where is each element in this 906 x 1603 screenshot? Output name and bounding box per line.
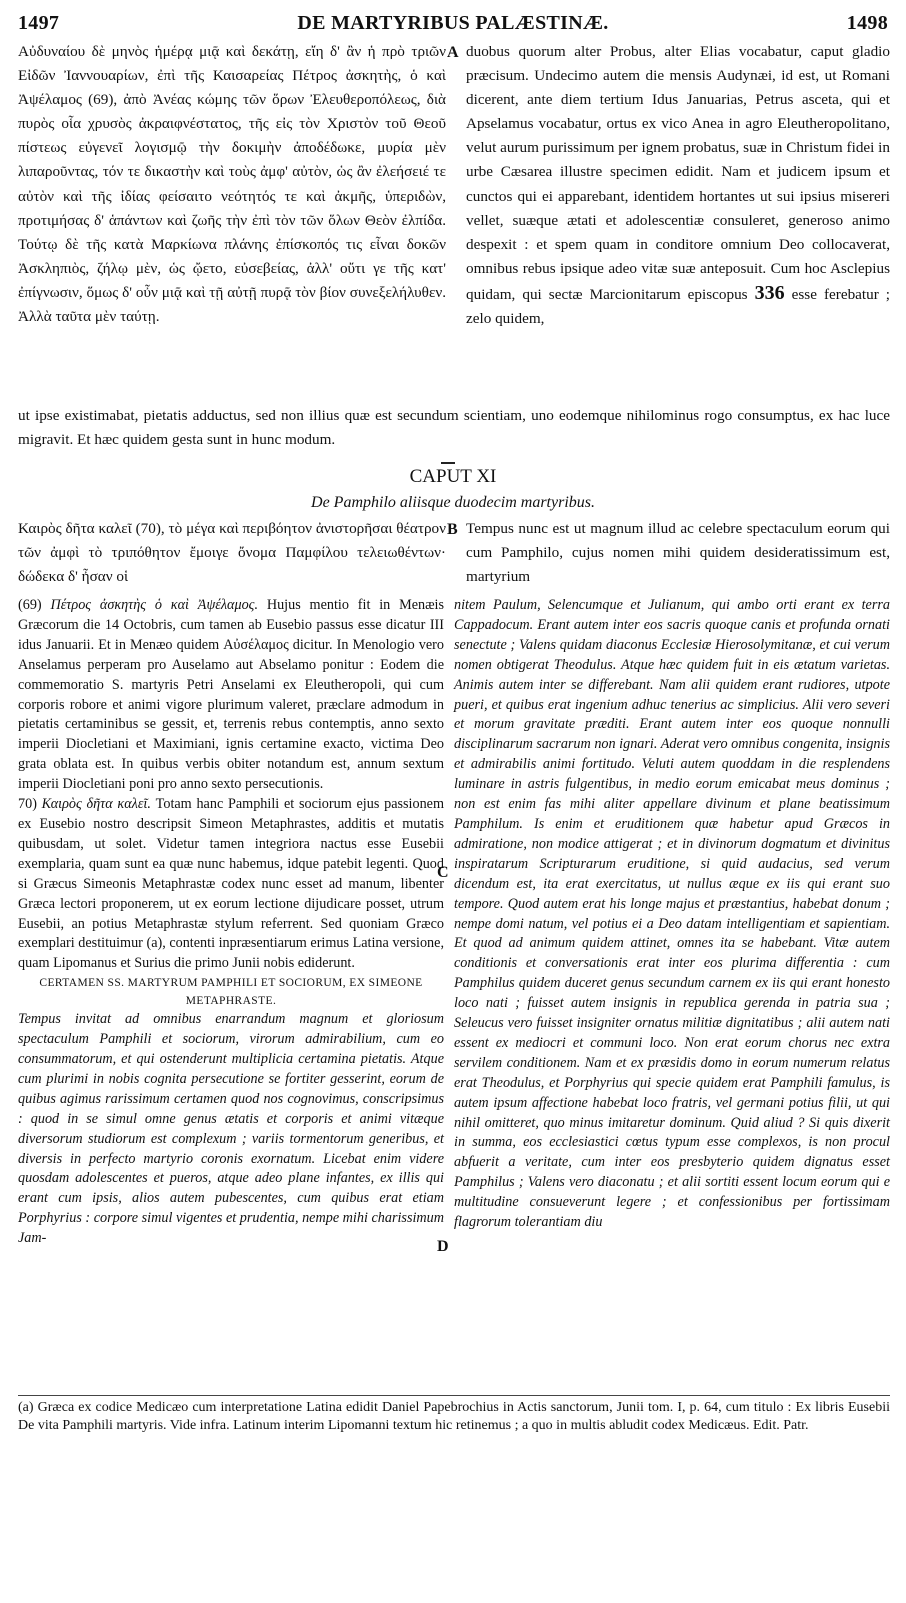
latin-column-1	[466, 40, 890, 331]
margin-marker-b: B	[447, 521, 458, 538]
page-number-left: 1497	[18, 12, 60, 34]
note-69-label: (69)	[18, 597, 42, 613]
footnote-divider	[18, 1395, 890, 1396]
note-70-greek: Καιρὸς δῆτα καλεῖ.	[41, 796, 151, 813]
greek-column-2	[18, 517, 446, 589]
footnote: (a) Græca ex codice Medicæo cum interpretatione Latina edidit Daniel Papebrochius in Actis sanctorum, Junii tom. I, p. 64, cum titulo : Ex libris Eusebii De vita Pamphili martyris. Vide infra. Latinum interim Lipomanni textum hic retinemus ; a quo in multis abludit codex Medicæus. Edit. Patr.	[18, 1400, 890, 1433]
chapter-title: CAPUT XI	[409, 466, 497, 487]
note-70	[18, 795, 444, 974]
latin-continuation: ut ipse existimabat, pietatis adductus, sed non illius quæ est secundum scientiam, uno eodemque nihilominus rogo consumptus, ex hac luce migravit. Et hæc quidem gesta sunt in hunc modum.	[18, 407, 890, 449]
latin-column-2	[466, 517, 890, 589]
notes-left-column	[18, 596, 444, 1249]
chapter-subtitle: De Pamphilo aliisque duodecim martyribus.	[311, 494, 595, 511]
greek-column-1	[18, 40, 446, 329]
note-70-text: Totam hanc Pamphili et sociorum ejus passionem ex Eusebio nostro descripsit Simeon Metaphrastes, additis et mutatis quibusdam, ut solet. Videtur tamen integriora nactus esse Eusebii exemplaria, quam sunt ea quæ nunc habemus, idque patebit legenti. Quod si Græcus Simeonis Metaphrastæ codex nunc esset ad manum, libenter Græca lectori proponerem, ut ex eorum lectione dijudicare posset, utrum Eusebii, an potius Metaphrastæ stylum referrent. Sed quoniam Græco exemplari destituimur (a), contenti inpræsentiarum erimus Latina versione, quam Lipomanus et Surius die primo Junii nobis ediderunt.	[18, 796, 445, 972]
column-number: 336	[754, 281, 785, 304]
page-number-right: 1498	[846, 12, 888, 34]
latin-paragraph-1	[466, 40, 890, 331]
margin-marker-d: D	[437, 1238, 449, 1255]
latin-text-part-1: duobus quorum alter Probus, alter Elias vocabatur, caput gladio præcisum. Undecimo autem die mensis Audynæi, id est, ut Romani dicerent, ante diem tertium Idus Januarias, Petrus asceta, qui et Apselamus vocabatur, ortus ex vico Anea in agro Eleutheropolitano, velut aurum purissimum per ignem probatus, suæ in Christum fidei in urbe Cæsarea illustre specimen edidit. Nam et judicem ipsum et cunctos qui ei apparebant, identidem hortantes ut sui ipsius misereri vellet, suæque ætati et adolescentiæ consuleret, generoso animo despexit : et spem quam in conditore omnium Deo collocaverat, omnibus rebus ipsique adeo vitæ suæ anteposuit. Cum hoc Asclepius quidam, qui sectæ Marcionitarum episcopus	[466, 43, 890, 303]
margin-marker-a: A	[447, 44, 459, 61]
running-title: DE MARTYRIBUS PALÆSTINÆ.	[297, 12, 609, 34]
greek-paragraph-1: Αὐδυναίου δὲ μηνὸς ἡμέρᾳ μιᾷ καὶ δεκάτῃ, εἴη δ' ἂν ἡ πρὸ τριῶν Εἰδῶν Ἰαννουαρίων, ἐπὶ τῆς Καισαρείας Πέτρος ἀσκητὴς, ὁ καὶ Ἀψέλαμος (69), ἀπὸ Ἀνέας κώμης τῶν ὅρων Ἐλευθεροπόλεως, διὰ πυρὸς οἷα χρυσὸς ἀκραιφνέστατος, τῆς εἰς τὸν Χριστὸν τοῦ Θεοῦ πίστεως εὐγενεῖ λογισμῷ τὴν δοκιμὴν ἀποδέδωκε, μυρία μὲν λιπαροῦντας, τόν τε δικαστὴν καὶ τοὺς ἀμφ' αὐτὸν, ὡς ἂν ἐλεήσειέ τε αὐτὸν καὶ τῆς ἰδίας φείσαιτο νεότητός τε καὶ ἀκμῆς, ὑπεριδὼν, προτιμήσας δ' ἁπάντων καὶ ζωῆς τὴν ἐπὶ τὸν τῶν ὅλων Θεὸν ἐλπίδα. Τούτῳ δὲ τῆς κατὰ Μαρκίωνα πλάνης ἐπίσκοπός τις εἶναι δοκῶν Ἀσκληπιὸς, ζήλῳ μὲν, ὡς ᾤετο, εὐσεβείας, ἀλλ' οὔτι γε τῆς κατ' ἐπίγνωσιν, ὅμως δ' οὖν μιᾷ καὶ τῇ αὐτῇ πυρᾷ τὸν βίον συνεξελήλυθεν. Ἀλλὰ ταῦτα μὲν ταύτῃ.	[18, 43, 446, 326]
notes-right-paragraph: nitem Paulum, Selencumque et Julianum, qui ambo orti erant ex terra Cappadocum. Erant autem inter eos sacris quoque canis et profunda ornati senectute ; Valens quidam diaconus Ecclesiæ Hierosolymitanæ, et cui verum nomen obtigerat Theodulus. Atque hæc quidem fuit in eis ætatum varietas. Animis autem inter se differebant. Nam alii quidem erant rudiores, utpote pueri, et quibus erat ingenium adhuc tenerius ac simplicius. Alii vero severi et morum gravitate præditi. Erant autem inter eos quoque nonnulli disciplinarum sacrarum non ignari. Aderat vero omnibus congenita, insignis et admirabilis animi fortitudo. Veluti autem quoddam in die resplendens luminare in astris fulgentibus, in medio eorum emicabat meus dominus ; non est enim fas mihi aliter appellare divinum et plane beatissimum Pamphilum. Is enim et eruditionem quæ habetur apud Græcos in admiratione, non modice attigerat ; et in divinorum dogmatum et divinitus inspiratarum Scripturarum eruditione, si quid audacius, sed verum dicendum est, ita erat exercitatus, ut nullus æque ex iis qui erant suo tempore. Quod autem erat his longe majus et præstantius, habebat donum ; nempe domi natum, vel potius ei a Deo datam intelligentiam et sapientiam. Et quod ad animum quidem attinet, omnes ita se habebant. Vitæ autem conditionis et conversationis erat inter eos plurima differentia : cum Pamphilus quidem duceret genus secundum carnem ex iis qui erant honesto loco nati ; fuisset autem insignis in republica gerenda in patria sua ; Seleucus vero fuisset insigniter ornatus militiæ dignitatibus ; alii autem nati essent ex mediocri et communi loco. Non erat eorum chorus nec extra servilem conditionem. Nam et ex præsidis domo in eorum numerum relatus erat Theodulus, et Porphyrius qui specie quidem erat Pamphili famulus, is autem ipsum affectione habebat loco fratris, vel germani potius filii, ut qui nihil omitteret, quo minus imitaretur dominum. Quid aliud ? Si quis dixerit in summa, eos ecclesiastici cœtus typum esse complexos, is non procul abfuerit a veritate, cum inter eos presbyterio quidem dignatus esset Pamphilus ; Valens vero diaconatu ; et alii sortiti essent locum eorum qui e multitudine consueverunt legere ; et confessionibus per fortissimam flagrorum tolerantiam diu	[454, 597, 890, 1231]
tempus-paragraph: Tempus invitat ad omnibus enarrandum magnum et gloriosum spectaculum Pamphili et sociorum, virorum admirabilium, cum eo consummatorum, et qui ostenderunt multiplicia certamina pietatis. Atque cum plurimi in nobis cognita persecutione se fortiter gesserint, eorum de quibus agimus rarissimum certamen quod nos cognovimus, conscripsimus : quod in se simul omne genus ætatis et corporis et animi vitæque diversorum studiorum est complexum ; variis tormentorum generibus, et diversis in perfecto martyrio coronis exornatum. Licebat enim videre quosdam adolescentes et pueros, atque adeo plane infantes, ex illis qui erant cum ipsis, alios autem pubescentes, cum quibus erat etiam Porphyrius : corpore simul vigentes et prudentia, nempe mihi charissimum Jam-	[18, 1011, 444, 1247]
note-70-label: 70)	[18, 796, 37, 813]
latin-paragraph-2: Tempus nunc est ut magnum illud ac celebre spectaculum eorum qui cum Pamphilo, cujus nomen mihi quidem desideratissimum est, martyrium	[466, 520, 890, 586]
note-69-greek: Πέτρος ἀσκητὴς ὁ καὶ Ἀψέλαμος.	[50, 597, 258, 613]
latin-text-part-2: esse ferebatur ; zelo quidem,	[466, 285, 891, 328]
separator-dash	[441, 462, 455, 464]
note-69-text: Hujus mentio fit in Menæis Græcorum die 14 Octobris, cum tamen ab Eusebio passus esse dicatur III idus Januarii. Et in Menæo quidem Αὐσέλαμος dicitur. In Menologio vero Anselamus perperam pro Auselamo aut Abselamo ponitur : Eodem die commemoratio S. martyris Petri Anselami ex Eleutheropoli, qui cum corporis robore et animi vigore plurimum valeret, præclare admodum in pietatis certaminibus se gessit, et, terrenis rebus contemptis, anno sexto imperii Diocletiani et Maximiani, ignis certamine exacto, victima Deo grata oblata est. In quibus verbis obiter notandum est, annum sextum imperii Diocletiani poni pro anno sexto persecutionis.	[18, 597, 445, 793]
greek-paragraph-2: Καιρὸς δῆτα καλεῖ (70), τὸ μέγα καὶ περιβόητον ἀνιστορῆσαι θέατρον τῶν ἀμφὶ τὸ τριπόθητον ἔμοιγε ὄνομα Παμφίλου τελειωθέντων· δώδεκα δ' ἦσαν οἱ	[18, 520, 446, 586]
notes-right-column	[454, 596, 890, 1233]
margin-marker-c: C	[437, 864, 449, 881]
certamen-heading: CERTAMEN SS. MARTYRUM PAMPHILI ET SOCIORUM, EX SIMEONE METAPHRASTE.	[39, 977, 423, 1008]
note-69	[18, 596, 444, 795]
